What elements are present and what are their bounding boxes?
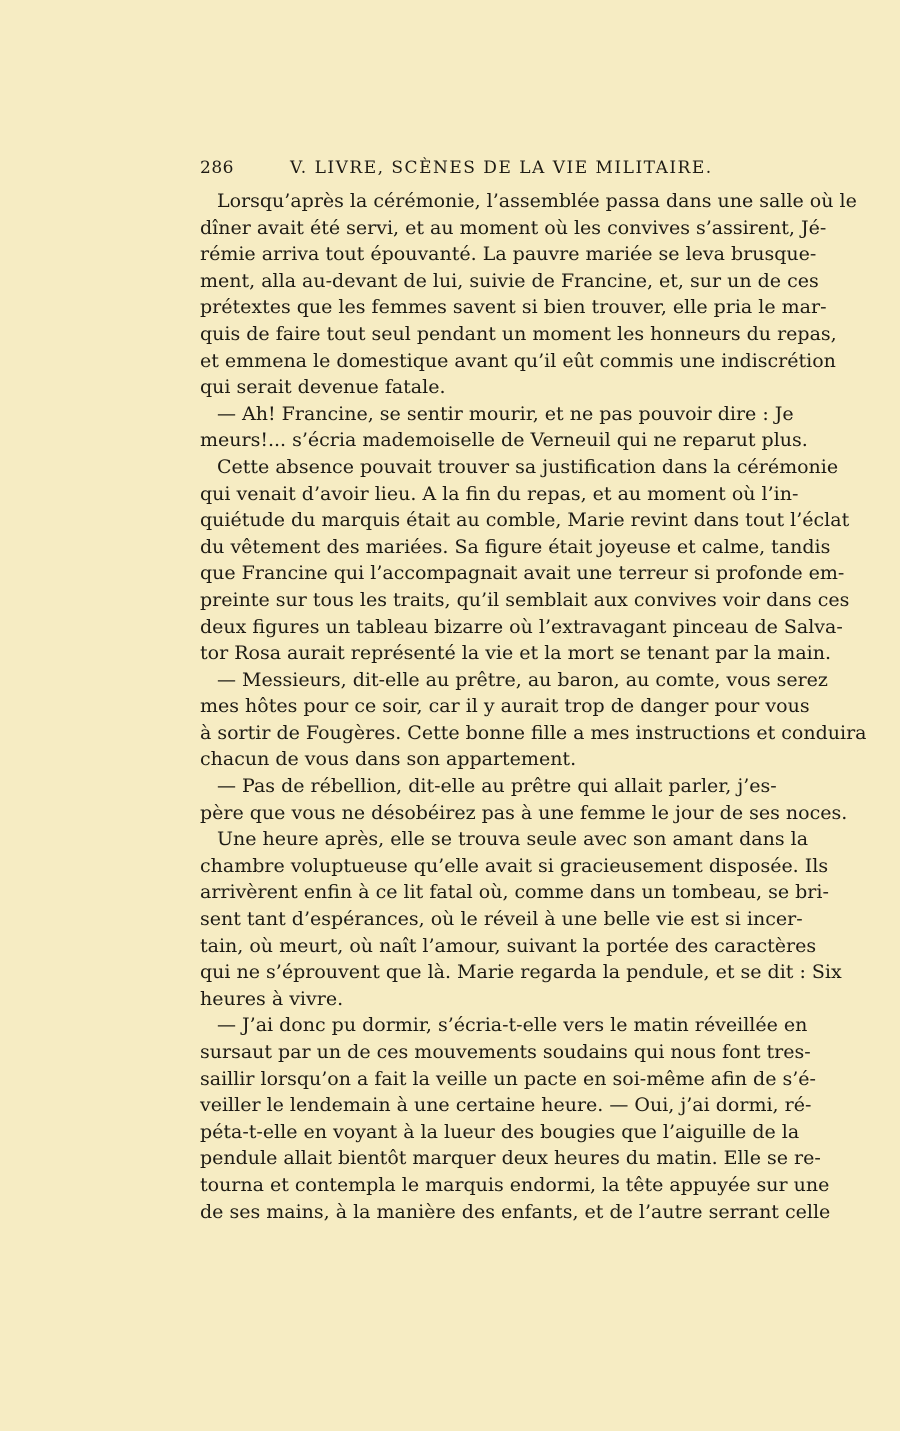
text-line: sursaut par un de ces mouvements soudains qui nous font tres- [200, 1041, 811, 1063]
text-line: tourna et contempla le marquis endormi, la tête appuyée sur une [200, 1173, 830, 1196]
text-line: Une heure après, elle se trouva seule avec son amant dans la [217, 828, 809, 851]
text-line: de ses mains, à la manière des enfants, et de l’autre serrant celle [200, 1200, 831, 1223]
text-line: preinte sur tous les traits, qu’il semblait aux convives voir dans ces [200, 588, 850, 611]
text-line: tain, où meurt, où naît l’amour, suivant la portée des caractères [200, 934, 817, 957]
text-line: saillir lorsqu’on a fait la veille un pacte en soi-même afin de s’é- [200, 1067, 816, 1090]
text-line: chambre voluptueuse qu’elle avait si gracieusement disposée. Ils [200, 854, 829, 877]
text-line: Lorsqu’après la cérémonie, l’assemblée passa dans une salle où le [217, 190, 857, 212]
text-line: qui ne s’éprouvent que là. Marie regarda la pendule, et se dit : Six [200, 961, 842, 984]
text-line: que Francine qui l’accompagnait avait une terreur si profonde em- [200, 562, 845, 585]
text-line: — Messieurs, dit-elle au prêtre, au baron, au comte, vous serez [217, 668, 828, 691]
text-line: — Ah! Francine, se sentir mourir, et ne pas pouvoir dire : Je [217, 402, 794, 425]
text-line: heures à vivre. [200, 987, 344, 1010]
text-line: veiller le lendemain à une certaine heure. — Oui, j’ai dormi, ré- [200, 1094, 812, 1117]
text-line: chacun de vous dans son appartement. [200, 748, 577, 771]
text-line: rémie arriva tout épouvanté. La pauvre mariée se leva brusque- [200, 243, 817, 266]
text-line: arrivèrent enfin à ce lit fatal où, comme dans un tombeau, se bri- [200, 881, 829, 904]
text-line: sent tant d’espérances, où le réveil à une belle vie est si incer- [200, 908, 803, 931]
text-line: — J’ai donc pu dormir, s’écria-t-elle vers le matin réveillée en [217, 1014, 808, 1037]
text-line: dîner avait été servi, et au moment où les convives s’assirent, Jé- [200, 216, 827, 239]
text-line: qui serait devenue fatale. [200, 376, 446, 399]
running-title: V. LIVRE, SCÈNES DE LA VIE MILITAIRE. [290, 158, 713, 178]
text-line: qui venait d’avoir lieu. A la fin du repas, et au moment où l’in- [200, 482, 799, 505]
text-line: meurs!... s’écria mademoiselle de Verneuil qui ne reparut plus. [200, 429, 808, 452]
text-line: tor Rosa aurait représenté la vie et la mort se tenant par la main. [200, 642, 832, 665]
text-line: du vêtement des mariées. Sa figure était joyeuse et calme, tandis [200, 535, 831, 558]
text-line: pendule allait bientôt marquer deux heures du matin. Elle se re- [200, 1147, 821, 1170]
text-line: Cette absence pouvait trouver sa justification dans la cérémonie [217, 455, 839, 478]
text-line: et emmena le domestique avant qu’il eût commis une indiscrétion [200, 349, 836, 372]
page-header [200, 152, 775, 182]
text-line: à sortir de Fougères. Cette bonne fille a mes instructions et conduira [200, 721, 867, 744]
page-number: 286 [200, 158, 234, 178]
body-text [200, 188, 867, 1225]
text-line: quiétude du marquis était au comble, Marie revint dans tout l’éclat [200, 509, 850, 532]
text-line: mes hôtes pour ce soir, car il y aurait trop de danger pour vous [200, 695, 810, 718]
text-line: deux figures un tableau bizarre où l’extravagant pinceau de Salva- [200, 615, 843, 638]
text-line: quis de faire tout seul pendant un moment les honneurs du repas, [200, 322, 837, 345]
text-line: péta-t-elle en voyant à la lueur des bougies que l’aiguille de la [200, 1120, 800, 1143]
text-line: ment, alla au-devant de lui, suivie de Francine, et, sur un de ces [200, 269, 819, 292]
text-line: père que vous ne désobéirez pas à une femme le jour de ses noces. [200, 801, 848, 824]
text-line: — Pas de rébellion, dit-elle au prêtre qui allait parler, j’es- [217, 775, 777, 798]
text-line: prétextes que les femmes savent si bien trouver, elle pria le mar- [200, 296, 827, 319]
